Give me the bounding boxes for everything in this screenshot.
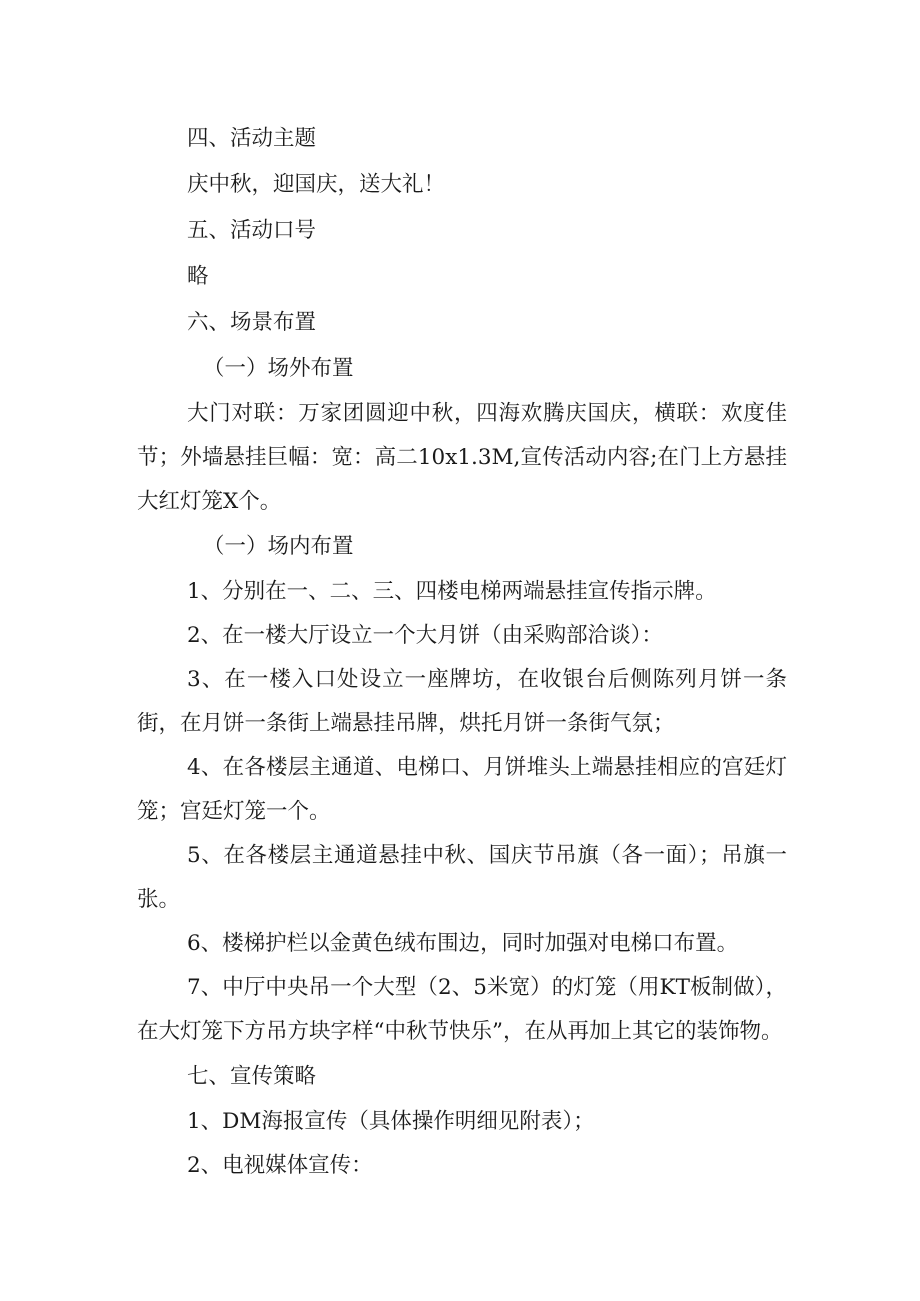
list-item-indoor-5: 5、在各楼层主通道悬挂中秋、国庆节吊旗（各一面）；吊旗一张。: [137, 843, 787, 912]
section-heading-scene: 六、场景布置: [187, 310, 317, 335]
subheading-indoor: （一）场内布置: [203, 534, 354, 559]
list-item-indoor-6: 6、楼梯护栏以金黄色绒布围边，同时加强对电梯口布置。: [187, 931, 739, 956]
list-item-indoor-7: 7、中厅中央吊一个大型（2、5米宽）的灯笼（用KT板制做），在大灯笼下方吊方块字样“中秋节快乐”，在从再加上其它的装饰物。: [137, 975, 787, 1044]
paragraph-theme-text: 庆中秋，迎国庆，送大礼！: [187, 172, 446, 197]
paragraph-slogan-text: 略: [187, 264, 209, 289]
list-item-indoor-4: 4、在各楼层主通道、电梯口、月饼堆头上端悬挂相应的宫廷灯笼；宫廷灯笼一个。: [137, 755, 787, 824]
list-item-promotion-1: 1、DM海报宣传（具体操作明细见附表）；: [187, 1109, 595, 1134]
list-item-promotion-2: 2、电视媒体宣传：: [187, 1153, 373, 1178]
paragraph-outdoor-decoration: 大门对联：万家团圆迎中秋，四海欢腾庆国庆，横联：欢度佳节；外墙悬挂巨幅：宽：高二10x1.3M,宣传活动内容;在门上方悬挂大红灯笼X个。: [137, 401, 787, 514]
section-heading-promotion: 七、宣传策略: [187, 1064, 317, 1089]
list-item-indoor-2: 2、在一楼大厅设立一个大月饼（由采购部洽谈）：: [187, 623, 663, 648]
subheading-outdoor: （一）场外布置: [203, 356, 354, 381]
list-item-indoor-1: 1、分别在一、二、三、四楼电梯两端悬挂宣传指示牌。: [187, 579, 717, 604]
section-heading-theme: 四、活动主题: [187, 126, 317, 151]
document-body: [137, 116, 787, 1188]
list-item-indoor-3: 3、在一楼入口处设立一座牌坊，在收银台后侧陈列月饼一条街，在月饼一条街上端悬挂吊牌，烘托月饼一条街气氛；: [137, 667, 787, 736]
section-heading-slogan: 五、活动口号: [187, 218, 317, 243]
